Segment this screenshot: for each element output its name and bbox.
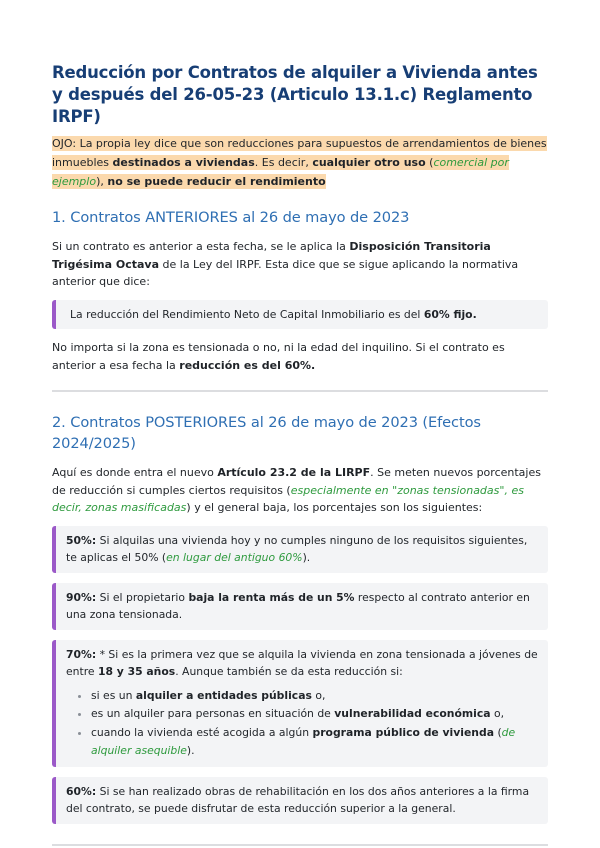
bold-reduccion: reducción es del 60%. (179, 358, 316, 372)
divider (52, 390, 548, 392)
text: ). (186, 744, 195, 757)
warning-note (52, 134, 548, 191)
divider (52, 844, 548, 846)
text: Si se han realizado obras de rehabilitación en los dos años anteriores a la firma del contrato, se puede disfrutar de esta reducción superior a la general. (66, 784, 530, 815)
warning-text: ), (96, 175, 108, 188)
section-2-heading: 2. Contratos POSTERIORES al 26 de mayo de 2023 (Efectos 2024/2025) (52, 414, 481, 452)
conditions-list (66, 687, 538, 761)
bold-articulo: Artículo 23.2 de la LIRPF (217, 466, 371, 479)
text: No importa si la zona es tensionada o no, ni la edad del inquilino. Si el contrato es anterior a esa fecha la (52, 341, 505, 372)
section-2-intro (52, 464, 548, 517)
text: cuando la vivienda esté acogida a algún (91, 725, 313, 739)
text: si es un (91, 688, 136, 702)
percent-label: 60%: (66, 784, 97, 798)
text: es un alquiler para personas en situación de (91, 707, 335, 720)
text: Si alquilas una vivienda hoy y no cumples ninguno de los requisitos siguientes, te aplicas el 50% ( (66, 533, 528, 564)
warning-example: comercial por ejemplo (52, 156, 509, 188)
percent-label: 90%: (66, 590, 97, 604)
warning-bold-conclusion: no se puede reducir el rendimiento (107, 175, 326, 188)
bold-baja-renta: baja la renta más de un 5% (188, 590, 355, 604)
bold-disposicion: Disposición Transitoria Trigésima Octava (52, 240, 491, 271)
text: o, (490, 707, 505, 720)
text: Si el propietario (96, 590, 189, 604)
list-item (91, 724, 538, 761)
text: * Si es la primera vez que se alquila la vivienda en zona tensionada a jóvenes de entre (66, 647, 538, 678)
quote-60 (52, 777, 548, 824)
quote-bold: 60% fijo. (423, 307, 477, 321)
section-1-conclusion (52, 339, 548, 374)
list-item (91, 687, 538, 706)
bold-edad: 18 y 35 años (98, 665, 176, 678)
text: o, (311, 688, 326, 702)
quote-70 (52, 640, 548, 767)
text: Si un contrato es anterior a esta fecha, se le aplica la (52, 240, 350, 253)
list-item (91, 705, 538, 724)
section-1-heading: 1. Contratos ANTERIORES al 26 de mayo de 2023 (52, 209, 410, 226)
quote-90 (52, 583, 548, 630)
warning-text: . Es decir, (254, 156, 313, 169)
text: . Se meten nuevos porcentajes de reducción si cumples ciertos requisitos ( (52, 466, 541, 497)
text: de la Ley del IRPF. Esta dice que se sigue aplicando la normativa anterior que dice: (52, 257, 519, 288)
percent-label: 70%: (66, 647, 97, 661)
percent-label: 50%: (66, 533, 97, 547)
page-title: Reducción por Contratos de alquiler a Vivienda antes y después del 26-05-23 (Articulo 13.1.c) Reglamento IRPF) (52, 63, 538, 126)
bold: vulnerabilidad económica (334, 707, 491, 720)
warning-bold-otro-uso: cualquier otro uso (312, 156, 426, 169)
quote-text: La reducción del Rendimiento Neto de Capital Inmobiliario es del (70, 307, 424, 321)
text: ) y el general baja, los porcentajes son los siguientes: (186, 501, 483, 514)
text: ). (302, 551, 311, 564)
text: ( (494, 725, 502, 739)
warning-text: ( (425, 156, 434, 169)
italic-note: en lugar del antiguo 60% (166, 551, 303, 564)
text: Aquí es donde entra el nuevo (52, 466, 218, 479)
warning-highlight (52, 136, 547, 189)
warning-bold-viviendas: destinados a viviendas (112, 156, 255, 169)
italic-note: de alquiler asequible (91, 725, 516, 757)
quote-70-text (66, 646, 538, 681)
text: . Aunque también se da esta reducción si: (175, 665, 403, 678)
quote-60-fijo (52, 300, 548, 330)
section-1-paragraph (52, 238, 548, 291)
warning-text: OJO: La propia ley dice que son reducciones para supuestos de arrendamientos de bienes inmuebles (52, 137, 547, 169)
intro-italic: especialmente en "zonas tensionadas", es decir, zonas masificadas (52, 483, 524, 514)
bold: programa público de vivienda (312, 725, 495, 739)
bold: alquiler a entidades públicas (135, 688, 312, 702)
text: respecto al contrato anterior en una zona tensionada. (66, 590, 530, 621)
quote-50 (52, 526, 548, 573)
